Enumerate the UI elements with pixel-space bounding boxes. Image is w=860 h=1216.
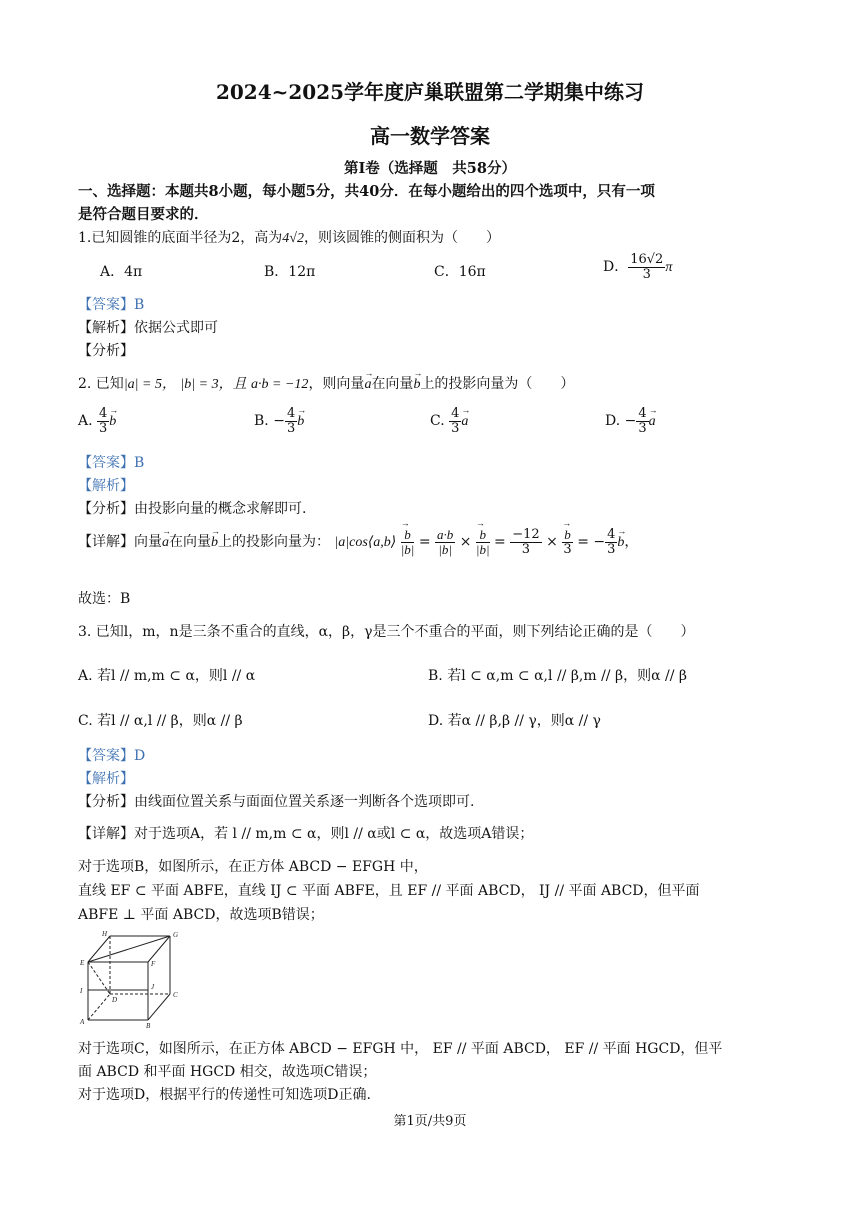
q2-vec-b: → b <box>413 377 420 393</box>
frac-den: 3 <box>563 541 572 557</box>
frac-den: 3 <box>286 420 296 436</box>
label-h: H <box>102 930 108 938</box>
q3-answer <box>78 745 145 765</box>
q2-stem-tail: 上的投影向量为（ ） <box>420 376 575 392</box>
q2-vec-a: → a <box>364 377 371 393</box>
q3-option-d: D. 若α // β,β // γ，则α // γ <box>428 713 601 729</box>
q1-answer <box>78 294 144 314</box>
q3-detail-line5: 对于选项C，如图所示，在正方体 ABCD − EFGH 中， EF // 平面 ABCD， EF // 平面 HGCD，但平 <box>78 1041 723 1057</box>
q2-analysis <box>78 475 134 495</box>
q1-option-a: A．4π <box>100 264 143 280</box>
minus-sign: − <box>593 534 606 551</box>
frac-den: 3 <box>451 420 460 436</box>
frac-den: |b| <box>475 541 490 557</box>
label-i: I <box>80 987 83 995</box>
frac-num: → b <box>401 528 415 543</box>
frac-num: 4 <box>451 406 460 421</box>
frac-den: |b| <box>400 541 415 557</box>
q2-norm-a: |a| = 5， <box>123 377 176 392</box>
q1-stem-tail: ，则该圆锥的侧面积为（ ） <box>303 230 500 246</box>
q2-option-a <box>78 407 116 435</box>
q2-detail-label: 【详解】向量 <box>78 534 162 551</box>
q1-option-b: B．12π <box>264 264 316 280</box>
q1-stem <box>78 227 500 247</box>
q2-stem <box>78 373 574 393</box>
q2-option-d-label: D. <box>605 413 621 430</box>
vec-a: → a <box>649 414 656 430</box>
frac-num: → b <box>476 528 490 543</box>
q2-option-c <box>430 407 468 435</box>
frac-num: 4 <box>607 527 616 542</box>
q3-detail-line3: 直线 EF ⊂ 平面 ABFE，直线 IJ ⊂ 平面 ABFE，且 EF // 平面 ABCD， IJ // 平面 ABCD，但平面 <box>78 883 700 899</box>
label-g: G <box>173 931 179 939</box>
part-heading: 第Ⅰ卷（选择题 共58分） <box>344 160 516 177</box>
vec-b: → b <box>109 414 116 430</box>
q2-option-a-label: A. <box>78 413 93 430</box>
q3-fenxi: 【分析】由线面位置关系与面面位置关系逐一判断各个选项即可. <box>78 794 475 810</box>
frac-den: |b| <box>438 541 452 557</box>
section-heading-line1: 一、选择题：本题共8小题，每小题5分，共40分．在每小题给出的四个选项中，只有一项 <box>78 183 655 200</box>
q2-stem-e: ，则向量 <box>308 376 365 392</box>
frac-num: 4 <box>99 406 108 421</box>
times-sign: × <box>546 534 558 551</box>
label-a: A <box>80 1018 85 1026</box>
q2-option-c-label: C. <box>430 413 445 430</box>
q2-formula-cos: |a|cos⟨a,b⟩ <box>334 535 397 551</box>
cube-figure <box>76 928 186 1032</box>
q2-analysis-text: 【解析】 <box>78 478 134 494</box>
equals-sign: = <box>494 534 506 551</box>
q2-answer-text: 【答案】B <box>78 455 145 471</box>
frac-num: 4 <box>638 406 647 421</box>
label-e: E <box>80 959 85 967</box>
label-f: F <box>151 960 156 968</box>
q3-analysis <box>78 768 134 788</box>
q1-option-d <box>603 253 672 281</box>
doc-subtitle: 高一数学答案 <box>370 124 490 148</box>
q3-detail-line2: 对于选项B，如图所示，在正方体 ABCD − EFGH 中， <box>78 859 428 875</box>
q2-option-d <box>605 407 656 435</box>
q2-detail-mid2: 上的投影向量为： <box>218 534 330 551</box>
equals-sign: = <box>418 534 431 551</box>
q2-dot: a·b = −12 <box>251 377 309 392</box>
vec-b: → b <box>617 535 624 551</box>
q2-fenxi: 【分析】由投影向量的概念求解即可. <box>78 501 307 517</box>
q1-analysis <box>78 317 218 337</box>
vec-b: → b <box>297 414 304 430</box>
frac-den: 3 <box>521 541 531 557</box>
q2-stem-g: 在向量 <box>371 376 414 392</box>
doc-title: 2024~2025学年度庐巢联盟第二学期集中练习 <box>215 80 645 104</box>
page-footer: 第1页/共9页 <box>393 1114 467 1129</box>
q1-option-c: C．16π <box>434 264 486 280</box>
q3-detail-line1: 【详解】对于选项A，若 l // m,m ⊂ α，则l // α或l ⊂ α，故选项A错误； <box>78 826 534 842</box>
vec-a: → a <box>461 414 468 430</box>
minus-sign: − <box>273 413 285 430</box>
q1-stem-text: 1.已知圆锥的底面半径为2，高为 <box>78 230 283 246</box>
q3-stem: 3. 已知l，m，n是三条不重合的直线，α，β，γ是三个不重合的平面，则下列结论正确的是（ ） <box>78 624 695 640</box>
frac-den: 3 <box>607 541 616 557</box>
q3-option-a: A. 若l // m,m ⊂ α，则l // α <box>78 668 256 684</box>
frac-num: 4 <box>286 406 296 421</box>
comma: ， <box>624 534 639 551</box>
q3-detail-line6: 面 ABCD 和平面 HGCD 相交，故选项C错误； <box>78 1064 377 1080</box>
q1-option-d-label: D． <box>603 259 629 276</box>
q3-detail-line4: ABFE ⊥ 平面 ABCD，故选项B错误； <box>78 907 324 923</box>
frac-den: 3 <box>99 420 108 436</box>
vec-b: → b <box>211 535 218 551</box>
q3-detail-line7: 对于选项D，根据平行的传递性可知选项D正确. <box>78 1087 371 1103</box>
q1-analysis-text: 【解析】依据公式即可 <box>78 320 218 336</box>
q1-option-d-pi: π <box>665 260 673 276</box>
section-heading-line2: 是符合题目要求的． <box>78 206 209 223</box>
q2-conclusion: 故选：B <box>78 591 131 607</box>
label-c: C <box>173 991 178 999</box>
q2-option-b <box>254 407 304 435</box>
equals-sign: = <box>577 534 589 551</box>
vec-a: → a <box>162 535 169 551</box>
label-b: B <box>146 1022 151 1030</box>
q3-answer-text: 【答案】D <box>78 748 146 764</box>
label-j: J <box>151 983 155 991</box>
frac-den: 3 <box>638 420 647 436</box>
q2-detail-mid: 在向量 <box>169 534 211 551</box>
q1-answer-text: 【答案】B <box>78 297 145 313</box>
q2-answer <box>78 452 144 472</box>
q2-option-b-label: B. <box>254 413 269 430</box>
q3-option-c: C. 若l // α,l // β，则α // β <box>78 713 243 729</box>
q1-fenxi: 【分析】 <box>78 343 134 359</box>
frac-num: −12 <box>512 527 540 542</box>
q2-stem-a: 2. 已知 <box>78 376 124 392</box>
q1-height: 4√2 <box>282 231 304 246</box>
times-sign: × <box>459 534 472 551</box>
q1-option-d-den: 3 <box>642 266 651 282</box>
minus-sign: − <box>624 413 637 430</box>
q3-option-b: B. 若l ⊂ α,m ⊂ α,l // β,m // β，则α // β <box>428 668 687 684</box>
q2-norm-b: |b| = 3，且 <box>180 377 247 392</box>
frac-num: a·b <box>437 527 454 542</box>
q1-option-d-num: 16√2 <box>630 252 664 267</box>
q3-analysis-text: 【解析】 <box>78 771 134 787</box>
frac-num: → b <box>562 528 573 543</box>
q2-detail <box>78 528 638 556</box>
label-d: D <box>112 996 118 1004</box>
